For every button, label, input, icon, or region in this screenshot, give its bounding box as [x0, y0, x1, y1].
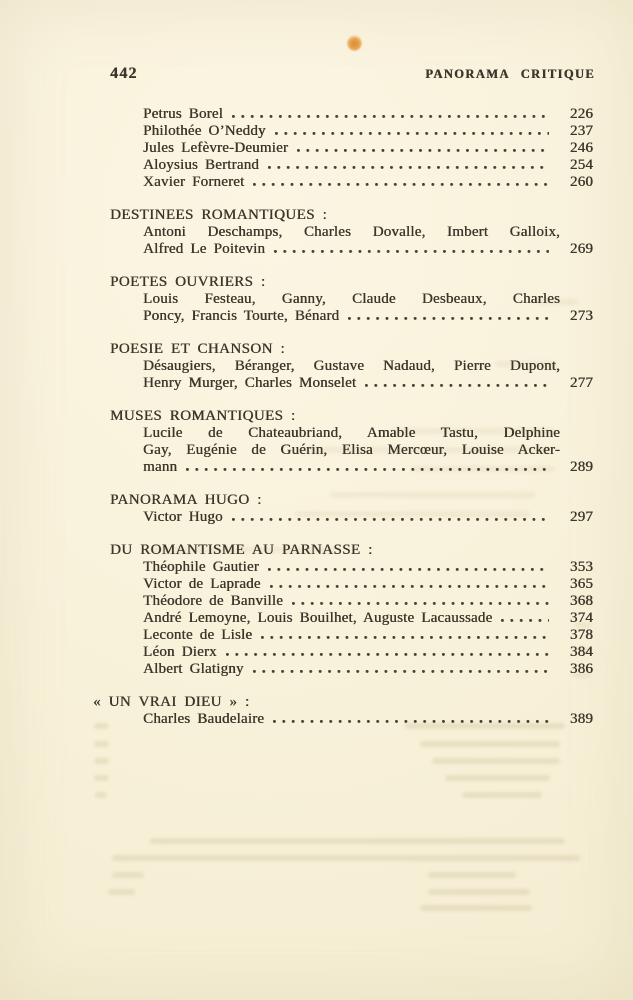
running-head — [110, 65, 595, 83]
section-heading: MUSES ROMANTIQUES : — [110, 408, 296, 424]
entry-page-number: 365 — [569, 576, 593, 592]
dot-leader — [297, 140, 549, 152]
showthrough-mark — [108, 889, 135, 895]
toc-entry — [143, 661, 593, 678]
entry-page-number: 389 — [569, 711, 593, 727]
dot-leader — [226, 644, 549, 656]
dot-leader — [268, 157, 549, 169]
running-title: PANORAMA CRITIQUE — [425, 67, 595, 81]
entry-page-number: 226 — [569, 106, 593, 122]
entry-last-line — [143, 459, 593, 476]
showthrough-mark — [94, 723, 109, 729]
showthrough-mark — [428, 889, 530, 895]
toc-section — [110, 274, 593, 325]
dot-leader — [186, 459, 549, 471]
entry-last-line — [143, 576, 593, 593]
entry-page-number: 237 — [569, 123, 593, 139]
entry-page-number: 254 — [569, 157, 593, 173]
showthrough-mark — [94, 741, 109, 747]
entry-page-number: 260 — [569, 174, 593, 190]
entry-page-number: 297 — [569, 509, 593, 525]
entry-title: Victor de Laprade — [143, 576, 261, 592]
entry-title: Petrus Borel — [143, 106, 223, 122]
showthrough-mark — [150, 838, 565, 844]
entry-title: Théodore de Banville — [143, 593, 283, 609]
entry-last-line — [143, 627, 593, 644]
entry-last-line — [143, 509, 593, 526]
dot-leader — [253, 661, 549, 673]
dot-leader — [268, 559, 549, 571]
showthrough-mark — [428, 872, 516, 878]
toc-section — [110, 542, 593, 678]
entry-page-number: 386 — [569, 661, 593, 677]
entry-title: Victor Hugo — [143, 509, 223, 525]
entry-title: André Lemoyne, Louis Bouilhet, Auguste Lacaussade — [143, 610, 493, 626]
section-heading: DESTINEES ROMANTIQUES : — [110, 207, 328, 223]
toc-entry — [143, 593, 593, 610]
section-heading: PANORAMA HUGO : — [110, 492, 262, 508]
entry-title: Léon Dierx — [143, 644, 217, 660]
toc-entry — [143, 644, 593, 661]
entry-page-number: 277 — [569, 375, 593, 391]
entry-title: Poncy, Francis Tourte, Bénard — [143, 308, 340, 324]
toc-entry — [143, 610, 593, 627]
dot-leader — [273, 711, 549, 723]
entry-page-number: 353 — [569, 559, 593, 575]
entry-last-line — [143, 610, 593, 627]
entry-last-line — [143, 644, 593, 661]
entry-last-line — [143, 123, 593, 140]
toc-entry — [143, 224, 593, 258]
toc-section — [110, 207, 593, 258]
showthrough-mark — [432, 758, 560, 764]
dot-leader — [275, 123, 549, 135]
entry-line: Louis Festeau, Ganny, Claude Desbeaux, Charles — [143, 291, 560, 307]
toc-section — [110, 408, 593, 476]
toc-section — [93, 694, 593, 728]
toc-entry — [143, 576, 593, 593]
dot-leader — [274, 241, 549, 253]
entry-title: Théophile Gautier — [143, 559, 259, 575]
showthrough-mark — [112, 872, 144, 878]
entry-page-number: 374 — [569, 610, 593, 626]
entry-title: mann — [143, 459, 178, 475]
entry-last-line — [143, 559, 593, 576]
showthrough-mark — [94, 758, 109, 764]
toc-entry — [143, 509, 593, 526]
toc-section — [110, 341, 593, 392]
section-heading: POESIE ET CHANSON : — [110, 341, 285, 357]
entry-title: Leconte de Lisle — [143, 627, 253, 643]
dot-leader — [365, 375, 549, 387]
entry-last-line — [143, 308, 593, 325]
section-heading: DU ROMANTISME AU PARNASSE : — [110, 542, 373, 558]
dot-leader — [292, 593, 549, 605]
entry-title: Jules Lefèvre-Deumier — [143, 140, 289, 156]
paper-stain — [347, 35, 362, 51]
entry-last-line — [143, 241, 593, 258]
section-heading: POETES OUVRIERS : — [110, 274, 266, 290]
dot-leader — [501, 610, 549, 622]
showthrough-mark — [462, 792, 542, 798]
toc-entry — [143, 174, 593, 191]
entry-line: Désaugiers, Béranger, Gustave Nadaud, Pierre Dupont, — [143, 358, 560, 374]
toc-entry — [143, 157, 593, 174]
entry-page-number: 246 — [569, 140, 593, 156]
showthrough-mark — [420, 905, 532, 911]
folio-number: 442 — [110, 65, 138, 82]
entry-last-line — [143, 375, 593, 392]
showthrough-mark — [94, 775, 109, 781]
toc-entry — [143, 106, 593, 123]
dot-leader — [348, 308, 549, 320]
entry-last-line — [143, 157, 593, 174]
entry-title: Philothée O’Neddy — [143, 123, 266, 139]
dot-leader — [261, 627, 549, 639]
toc-section — [110, 492, 593, 526]
entry-last-line — [143, 174, 593, 191]
entry-title: Henry Murger, Charles Monselet — [143, 375, 357, 391]
entry-title: Aloysius Bertrand — [143, 157, 259, 173]
entry-page-number: 378 — [569, 627, 593, 643]
entry-page-number: 273 — [569, 308, 593, 324]
showthrough-mark — [112, 855, 580, 861]
toc-entry — [143, 711, 593, 728]
toc-section — [110, 106, 593, 191]
entry-page-number: 384 — [569, 644, 593, 660]
toc-entry — [143, 291, 593, 325]
dot-leader — [270, 576, 549, 588]
toc-entry — [143, 559, 593, 576]
toc-entry — [143, 140, 593, 157]
entry-line: Gay, Eugénie de Guérin, Elisa Mercœur, Louise Acker- — [143, 442, 560, 458]
entry-last-line — [143, 593, 593, 610]
section-heading: « UN VRAI DIEU » : — [93, 694, 250, 710]
entry-last-line — [143, 661, 593, 678]
entry-last-line — [143, 140, 593, 157]
entry-last-line — [143, 711, 593, 728]
entry-line: Antoni Deschamps, Charles Dovalle, Imbert Galloix, — [143, 224, 560, 240]
toc-entry — [143, 425, 593, 476]
toc-entry — [143, 627, 593, 644]
dot-leader — [232, 106, 549, 118]
showthrough-mark — [420, 741, 560, 747]
toc-entry — [143, 358, 593, 392]
entry-title: Xavier Forneret — [143, 174, 245, 190]
entry-title: Albert Glatigny — [143, 661, 244, 677]
table-of-contents — [93, 106, 593, 728]
showthrough-mark — [445, 775, 550, 781]
entry-title: Alfred Le Poitevin — [143, 241, 266, 257]
entry-page-number: 269 — [569, 241, 593, 257]
entry-line: Lucile de Chateaubriand, Amable Tastu, Delphine — [143, 425, 560, 441]
entry-page-number: 289 — [569, 459, 593, 475]
entry-title: Charles Baudelaire — [143, 711, 265, 727]
entry-last-line — [143, 106, 593, 123]
toc-entry — [143, 123, 593, 140]
dot-leader — [253, 174, 549, 186]
showthrough-mark — [95, 792, 107, 798]
dot-leader — [232, 509, 549, 521]
entry-page-number: 368 — [569, 593, 593, 609]
